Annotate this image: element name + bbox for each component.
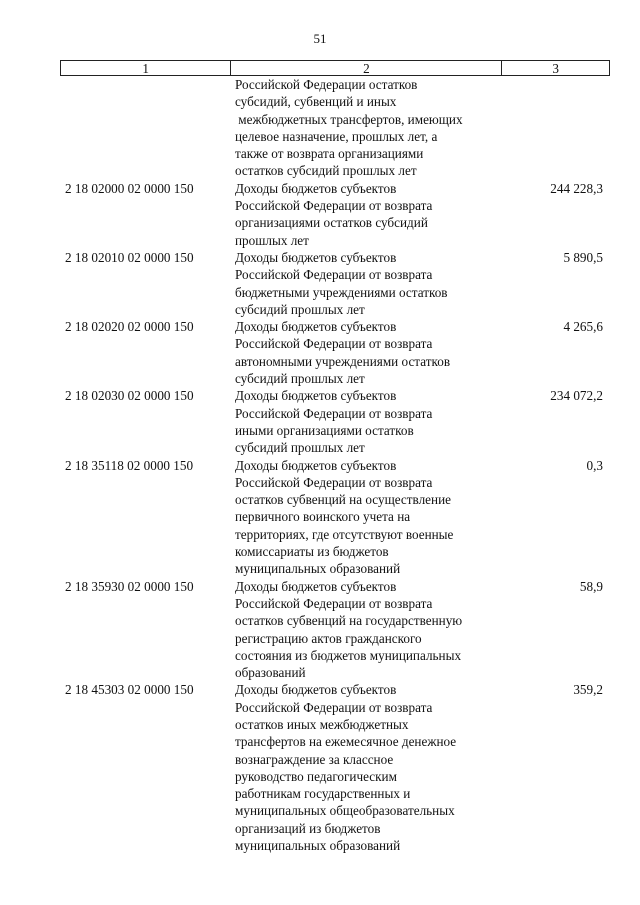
description-line: прошлых лет	[235, 232, 309, 248]
description-line: Российской Федерации от возврата	[235, 405, 433, 421]
description-line: бюджетными учреждениями остатков	[235, 284, 448, 300]
description-line: субсидий прошлых лет	[235, 440, 365, 456]
table-row	[60, 681, 610, 854]
description-line: Российской Федерации остатков	[235, 77, 418, 92]
description-line: Доходы бюджетов субъектов	[235, 249, 397, 265]
description-line: руководство педагогическим	[235, 768, 397, 784]
description-line: муниципальных образований	[235, 561, 401, 577]
amount	[503, 76, 610, 180]
description-line: остатков субвенций на осуществление	[235, 492, 451, 508]
budget-code: 2 18 02010 02 0000 150	[65, 249, 194, 265]
description-line: состояния из бюджетов муниципальных	[235, 647, 462, 663]
description-line: также от возврата организациями	[235, 146, 424, 162]
table-header-row	[60, 60, 610, 76]
budget-code: 2 18 35118 02 0000 150	[65, 457, 194, 473]
table-row	[60, 249, 610, 318]
income-description	[231, 76, 503, 180]
income-description	[231, 387, 503, 456]
description-line: субсидий, субвенций и иных	[235, 94, 397, 110]
income-description	[231, 457, 503, 578]
description-line: Доходы бюджетов субъектов	[235, 682, 397, 698]
description-line: субсидий прошлых лет	[235, 371, 365, 387]
description-line: остатков субсидий прошлых лет	[235, 163, 417, 179]
description-line: муниципальных образований	[235, 838, 401, 854]
header-col-1: 1	[61, 61, 231, 75]
income-description	[231, 249, 503, 318]
amount: 5 890,5	[563, 249, 603, 265]
description-line: Доходы бюджетов субъектов	[235, 180, 397, 196]
description-line: автономными учреждениями остатков	[235, 353, 451, 369]
amount: 359,2	[573, 682, 603, 698]
amount: 234 072,2	[550, 388, 603, 404]
header-col-3: 3	[552, 61, 559, 76]
description-line: организаций из бюджетов	[235, 820, 381, 836]
amount: 58,9	[579, 578, 603, 594]
income-table	[60, 60, 610, 854]
table-row	[60, 76, 610, 180]
income-description	[231, 318, 503, 387]
description-line: остатков субвенций на государственную	[235, 613, 463, 629]
description-line: образований	[235, 665, 306, 681]
table-row	[60, 578, 610, 682]
description-line: Российской Федерации от возврата	[235, 699, 433, 715]
description-line: Российской Федерации от возврата	[235, 474, 433, 490]
table-row	[60, 457, 610, 578]
budget-code: 2 18 02020 02 0000 150	[65, 319, 194, 335]
description-line: работникам государственных и	[235, 786, 411, 802]
description-line: регистрацию актов гражданского	[235, 630, 422, 646]
description-line: Российской Федерации от возврата	[235, 198, 433, 214]
table-row	[60, 318, 610, 387]
description-line: Доходы бюджетов субъектов	[235, 457, 397, 473]
description-line: Российской Федерации от возврата	[235, 595, 433, 611]
amount: 4 265,6	[563, 319, 603, 335]
description-line: остатков иных межбюджетных	[235, 716, 409, 732]
budget-code: 2 18 35930 02 0000 150	[65, 578, 194, 594]
header-col-2: 2	[231, 61, 502, 75]
description-line: Доходы бюджетов субъектов	[235, 578, 397, 594]
description-line: первичного воинского учета на	[235, 509, 411, 525]
amount: 244 228,3	[550, 180, 603, 196]
table-row	[60, 387, 610, 456]
income-description	[231, 180, 503, 249]
description-line: межбюджетных трансфертов, имеющих	[235, 111, 463, 127]
description-line: организациями остатков субсидий	[235, 215, 428, 231]
table-body	[60, 76, 610, 854]
budget-code: 2 18 02030 02 0000 150	[65, 388, 194, 404]
description-line: Российской Федерации от возврата	[235, 336, 433, 352]
description-line: иными организациями остатков	[235, 422, 414, 438]
description-line: территориях, где отсутствуют военные	[235, 526, 454, 542]
description-line: целевое назначение, прошлых лет, а	[235, 128, 438, 144]
description-line: субсидий прошлых лет	[235, 301, 365, 317]
description-line: Доходы бюджетов субъектов	[235, 319, 397, 335]
description-line: трансфертов на ежемесячное денежное	[235, 734, 457, 750]
page-number: 51	[313, 31, 327, 46]
income-description	[231, 578, 503, 682]
budget-code: 2 18 02000 02 0000 150	[65, 180, 194, 196]
budget-code	[60, 76, 231, 180]
income-description	[231, 681, 503, 854]
description-line: муниципальных общеобразовательных	[235, 803, 455, 819]
table-row	[60, 180, 610, 249]
amount: 0,3	[586, 457, 603, 473]
description-line: Доходы бюджетов субъектов	[235, 388, 397, 404]
description-line: комиссариаты из бюджетов	[235, 544, 389, 560]
description-line: Российской Федерации от возврата	[235, 267, 433, 283]
description-line: вознаграждение за классное	[235, 751, 394, 767]
budget-code: 2 18 45303 02 0000 150	[65, 682, 194, 698]
